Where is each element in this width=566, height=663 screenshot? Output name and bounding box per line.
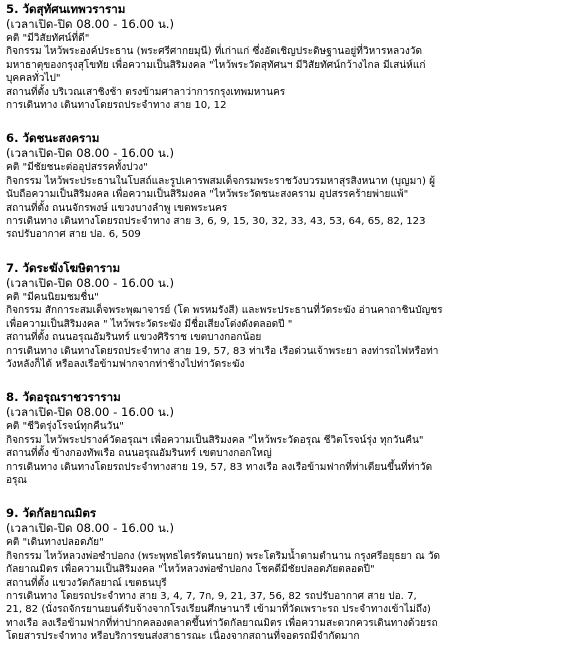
entry-text-line: การเดินทาง เดินทางโดยรถประจำทาง สาย 19, 57, 83 ท่าเรือ เรือด่วนเจ้าพระยา ลงท่ารถไฟหรือท่า [6, 345, 439, 357]
entry-opening-hours: (เวลาเปิด-ปิด 08.00 - 16.00 น.) [6, 521, 174, 536]
temple-entry [6, 2, 558, 112]
entry-text-line: กิจกรรม ไหว้พระประธานในโบสถ์และรูปเคารพสมเด็จกรมพระราชวังบวรมหาสุรสิงหนาท (บุญมา) ผู้ [6, 175, 436, 187]
entry-text-line: กัลยาณมิตร เพื่อความเป็นสิริมงคล "ไหว้หลวงพ่อซำปอกง โชคดีมีชัยปลอดภัยตลอดปี" [6, 564, 375, 576]
entry-text-line: คติ "มีวิสัยทัศน์ที่ดี" [6, 33, 90, 44]
entry-text-line: กิจกรรม สักการะสมเด็จพระพุฒาจารย์ (โต พรหมรังสี) และพระประธานที่วัดระฆัง อ่านคาถาชินบัญชร [6, 305, 443, 317]
entry-text-line: การเดินทาง เดินทางโดยรถประจำทางสาย 19, 57, 83 ทางเรือ ลงเรือข้ามฟากที่ท่าเตียนขึ้นที่ท่าวัด [6, 461, 433, 473]
entry-text-line: กิจกรรม ไหว้หลวงพ่อซำปอกง (พระพุทธไตรรัตนนายก) พระโตริมน้ำตามตำนาน กรุงศรีอยุธยา ณ วัด [6, 550, 441, 562]
temple-entry [6, 261, 558, 371]
entry-text-line: กิจกรรม ไหว้พระองค์ประธาน (พระศรีศากยมุนี) ที่เก่าแก่ ซึ่งอัดเชิญประดิษฐานอยู่ที่วิหารหลวงวัด [6, 46, 423, 58]
entry-opening-hours: (เวลาเปิด-ปิด 08.00 - 16.00 น.) [6, 405, 174, 420]
entry-text-line: มหาธาตุของกรุงสุโขทัย เพื่อความเป็นสิริมงคล "ไหว้พระวัดสุทัศนฯ มีวิสัยทัศน์กว้างไกล มีเสน่ห์แก่ [6, 59, 426, 71]
entry-text-line: เพื่อความเป็นสิริมงคล " ไหว้พระวัดระฆัง มีชื่อเสียงโด่งดังตลอดปี " [6, 318, 293, 330]
entry-title: 8. วัดอรุณราชวราราม [6, 390, 121, 405]
entry-text-line: การเดินทาง เดินทางโดยรถประจำทาง สาย 10, 12 [6, 100, 227, 112]
entry-text-line: ทางเรือ ลงเรือข้ามฟากที่ท่าปากคลองตลาดขึ้นท่าวัดกัลยาณมิตร เพื่อความสะดวกควรเดินทางด้วยรถ [6, 617, 438, 629]
entry-text-line: 21, 82 (นั่งรถจักรยานยนต์รับจ้างจากโรงเรียนศึกษานารี เข้ามาที่วัดเพราะรถ ประจำทางเข้าไม่ถึง) [6, 604, 431, 616]
entry-text-line: สถานที่ตั้ง ข้างกองทัพเรือ ถนนอรุณอัมรินทร์ เขตบางกอกใหญ่ [6, 448, 272, 460]
entry-opening-hours: (เวลาเปิด-ปิด 08.00 - 16.00 น.) [6, 275, 174, 290]
entry-opening-hours: (เวลาเปิด-ปิด 08.00 - 16.00 น.) [6, 17, 174, 31]
entry-text-line: คติ "มีชัยชนะต่ออุปสรรคทั้งปวง" [6, 162, 148, 174]
entry-text-line: คติ "เดินทางปลอดภัย" [6, 537, 104, 549]
entry-text-line: นับถือความเป็นสิริมงคล เพื่อความเป็นสิริมงคล "ไหว้พระวัดชนะสงคราม อุปสรรคร้ายพ่ายแพ้" [6, 189, 409, 201]
entry-text-line: อรุณ [6, 474, 27, 486]
entry-title: 6. วัดชนะสงคราม [6, 131, 100, 146]
entry-title: 7. วัดระฆังโฆษิตาราม [6, 260, 121, 275]
entry-text-line: สถานที่ตั้ง ถนนจักรพงษ์ แขวงบางลำพู เขตพระนคร [6, 202, 228, 214]
temple-entry [6, 506, 558, 643]
entry-text-line: บุคคลทั่วไป" [6, 73, 61, 85]
entry-opening-hours: (เวลาเปิด-ปิด 08.00 - 16.00 น.) [6, 146, 174, 161]
entry-text-line: การเดินทาง โดยรถประจำทาง สาย 3, 4, 7, 7ก, 9, 21, 37, 56, 82 รถปรับอากาศ สาย ปอ. 7, [6, 590, 417, 602]
entry-text-line: รถปรับอากาศ สาย ปอ. 6, 509 [6, 229, 141, 241]
entry-text-line: กิจกรรม ไหว้พระปรางค์วัดอรุณฯ เพื่อความเป็นสิริมงคล "ไหว้พระวัดอรุณ ชีวิตโรจน์รุ่ง ทุกวันคืน" [6, 434, 424, 446]
entry-title: 5. วัดสุทัศนเทพวราราม [6, 2, 126, 16]
entry-text-line: โดยสารประจำทาง หรือบริการขนส่งสาธารณะ เนื่องจากสถานที่จอดรถมีจำกัดมาก [6, 631, 360, 643]
document-body [6, 2, 558, 663]
entry-title: 9. วัดกัลยาณมิตร [6, 506, 97, 521]
entry-text-line: คติ "ชีวิตรุ่งโรจน์ทุกคืนวัน" [6, 421, 124, 433]
entry-text-line: การเดินทาง เดินทางโดยรถประจำทาง สาย 3, 6, 9, 15, 30, 32, 33, 43, 53, 64, 65, 82, 123 [6, 216, 426, 228]
entry-text-line: คติ "มีคนนิยมชมชื่น" [6, 291, 99, 303]
entry-text-line: วังหลังก็ได้ หรือลงเรือข้ามฟากจากท่าช้างไปท่าวัดระฆัง [6, 358, 245, 370]
entry-text-line: สถานที่ตั้ง แขวงวัดกัลยาณ์ เขตธนบุรี [6, 577, 167, 589]
temple-entry [6, 390, 558, 487]
entry-text-line: สถานที่ตั้ง บริเวณเสาชิงช้า ตรงข้ามศาลาว่าการกรุงเทพมหานคร [6, 86, 286, 98]
temple-entry [6, 131, 558, 241]
entry-text-line: สถานที่ตั้ง ถนนอรุณอัมรินทร์ แขวงศิริราช เขตบางกอกน้อย [6, 332, 262, 344]
